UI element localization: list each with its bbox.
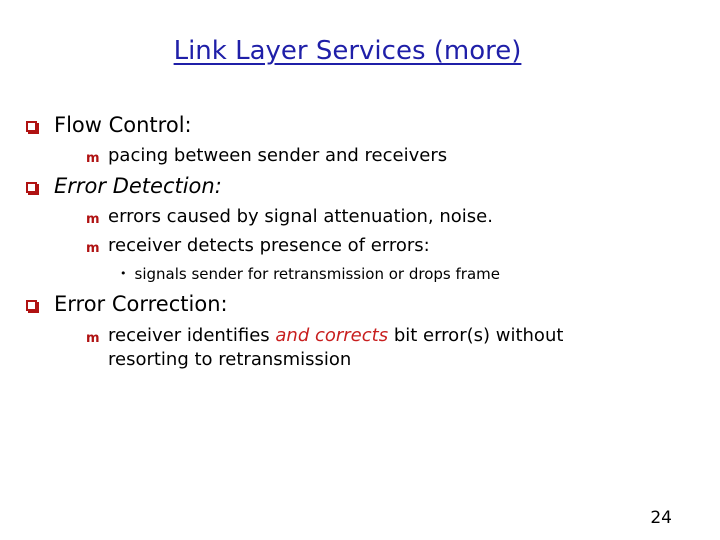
section-heading: Flow Control:: [54, 113, 192, 137]
list-item-text: [108, 324, 563, 372]
page-number: 24: [650, 508, 672, 528]
list-item-text: receiver detects presence of errors:: [108, 235, 430, 256]
section-error-correction: [26, 291, 228, 317]
square-bullet-icon: [26, 121, 37, 132]
m-bullet-icon: m: [86, 151, 100, 166]
square-bullet-icon: [26, 182, 37, 193]
dot-bullet-icon: •: [120, 267, 127, 280]
square-bullet-icon: [26, 300, 37, 311]
m-bullet-icon: m: [86, 331, 100, 346]
m-bullet-icon: m: [86, 241, 100, 256]
text-run: bit error(s) without: [388, 325, 564, 346]
sub-list-item: [120, 264, 500, 284]
section-heading: Error Correction:: [54, 292, 228, 316]
list-item: [86, 144, 447, 168]
highlight-text: and corrects: [275, 325, 389, 346]
section-heading: Error Detection:: [54, 174, 222, 198]
sub-list-item-text: signals sender for retransmission or drops frame: [134, 265, 500, 283]
section-error-detection: [26, 173, 222, 199]
list-item-text: errors caused by signal attenuation, noise.: [108, 206, 493, 227]
section-flow-control: [26, 112, 192, 138]
slide-title: Link Layer Services (more): [173, 36, 522, 66]
list-item: [86, 205, 493, 229]
text-run: receiver identifies: [108, 325, 276, 346]
list-item: [86, 324, 563, 372]
text-run: resorting to retransmission: [108, 349, 352, 370]
list-item-text: pacing between sender and receivers: [108, 145, 448, 166]
m-bullet-icon: m: [86, 212, 100, 227]
list-item: [86, 234, 430, 258]
